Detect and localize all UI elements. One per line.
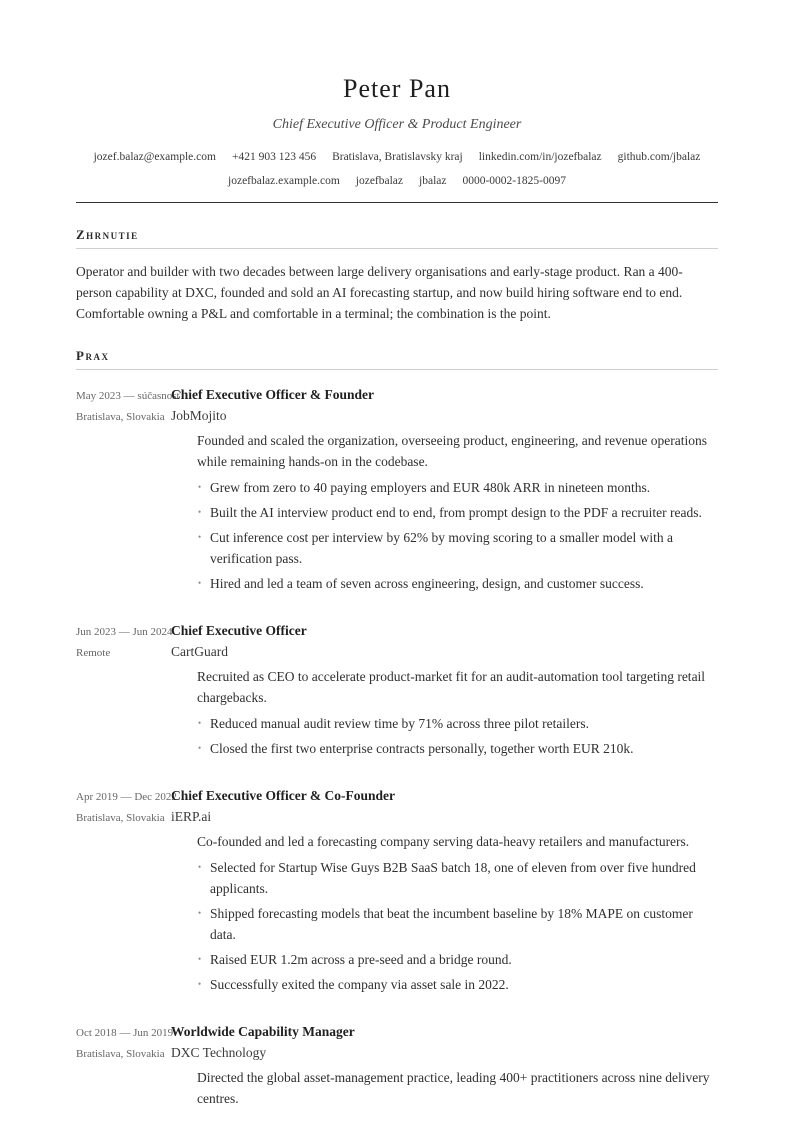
- job-entry: [76, 1021, 718, 1109]
- company-name: CartGuard: [171, 644, 228, 659]
- job-entry: [76, 620, 718, 759]
- achievement-item: • Successfully exited the company via asset sale in 2022.: [197, 974, 718, 995]
- job-title: Chief Executive Officer & Founder: [171, 387, 374, 402]
- job-description: Founded and scaled the organization, overseeing product, engineering, and revenue operations while remaining hands-on in the codebase.: [197, 433, 707, 469]
- username: jbalaz: [419, 175, 447, 187]
- linkedin-link[interactable]: linkedin.com/in/jozefbalaz: [478, 151, 602, 163]
- job-body: [197, 666, 718, 759]
- job-location: Bratislava, Slovakia: [76, 812, 165, 824]
- section-divider: [76, 369, 718, 370]
- job-body: [197, 831, 718, 995]
- job-description: Co-founded and led a forecasting company serving data-heavy retailers and manufacturers.: [197, 834, 690, 849]
- achievement-item: • Hired and led a team of seven across engineering, design, and customer success.: [197, 573, 718, 594]
- job-entry: [76, 384, 718, 594]
- candidate-headline: Chief Executive Officer & Product Engineer: [272, 117, 522, 132]
- job-location: Bratislava, Slovakia: [76, 411, 165, 423]
- job-heading: [171, 620, 718, 662]
- section-title: Prax: [76, 348, 110, 363]
- section-title: Zhrnutie: [76, 227, 139, 242]
- job-meta: [76, 1023, 184, 1065]
- experience-section: [76, 348, 718, 1109]
- achievement-list: [197, 857, 718, 995]
- achievement-list: [197, 713, 718, 759]
- job-entry: [76, 785, 718, 995]
- achievement-item: • Raised EUR 1.2m across a pre-seed and a bridge round.: [197, 949, 718, 970]
- job-description: Recruited as CEO to accelerate product-market fit for an audit-automation tool targeting retail chargebacks.: [197, 669, 706, 705]
- company-name: iERP.ai: [171, 809, 212, 824]
- github-link[interactable]: github.com/jbalaz: [617, 151, 701, 163]
- job-description: Directed the global asset-management practice, leading 400+ practitioners across nine delivery centres.: [197, 1070, 710, 1106]
- job-meta: [76, 787, 184, 829]
- achievement-item: • Built the AI interview product end to end, from prompt design to the PDF a recruiter reads.: [197, 502, 718, 523]
- achievement-list: [197, 477, 718, 594]
- job-meta: [76, 386, 184, 428]
- email-link[interactable]: jozef.balaz@example.com: [93, 151, 216, 163]
- achievement-item: • Shipped forecasting models that beat the incumbent baseline by 18% MAPE on customer data.: [197, 903, 718, 945]
- job-dates: Oct 2018 — Jun 2019: [76, 1027, 174, 1039]
- job-title: Worldwide Capability Manager: [171, 1024, 355, 1039]
- username: jozefbalaz: [355, 175, 404, 187]
- job-title: Chief Executive Officer & Co-Founder: [171, 788, 395, 803]
- job-location: Bratislava, Slovakia: [76, 1048, 165, 1060]
- summary-section: [76, 227, 718, 324]
- resume-page: [76, 0, 718, 1109]
- achievement-item: • Grew from zero to 40 paying employers and EUR 480k ARR in nineteen months.: [197, 477, 718, 498]
- resume-header: [76, 0, 718, 203]
- candidate-name: Peter Pan: [343, 74, 451, 103]
- website-link[interactable]: jozefbalaz.example.com: [228, 175, 340, 187]
- job-dates: Jun 2023 — Jun 2024: [76, 626, 173, 638]
- orcid-id[interactable]: 0000-0002-1825-0097: [462, 175, 566, 187]
- section-divider: [76, 248, 718, 249]
- achievement-item: • Cut inference cost per interview by 62% by moving scoring to a smaller model with a verification pass.: [197, 527, 718, 569]
- contact-row: [76, 150, 718, 164]
- achievement-item: • Selected for Startup Wise Guys B2B SaaS batch 18, one of eleven from over five hundred applicants.: [197, 857, 718, 899]
- location: Bratislava, Bratislavsky kraj: [332, 151, 463, 163]
- job-title: Chief Executive Officer: [171, 623, 307, 638]
- company-name: DXC Technology: [171, 1045, 267, 1060]
- job-heading: [171, 384, 718, 426]
- achievement-item: • Reduced manual audit review time by 71% across three pilot retailers.: [197, 713, 718, 734]
- header-divider: [76, 202, 718, 203]
- job-meta: [76, 622, 184, 664]
- job-location: Remote: [76, 647, 111, 659]
- job-dates: May 2023 — súčasnosť: [76, 390, 182, 402]
- job-body: [197, 430, 718, 594]
- company-name: JobMojito: [171, 408, 227, 423]
- summary-text: Operator and builder with two decades between large delivery organisations and early-stage product. Ran a 400-person capability at DXC, founded and sold an AI forecasting startup, and now build hiring software end to end. Comfortable owning a P&L and comfortable in a terminal; the combination is the point.: [76, 264, 683, 321]
- achievement-item: • Closed the first two enterprise contracts personally, together worth EUR 210k.: [197, 738, 718, 759]
- job-heading: [171, 1021, 718, 1063]
- job-dates: Apr 2019 — Dec 2022: [76, 791, 177, 803]
- job-body: [197, 1067, 718, 1109]
- job-heading: [171, 785, 718, 827]
- contact-row: [76, 174, 718, 188]
- phone-number[interactable]: +421 903 123 456: [231, 151, 317, 163]
